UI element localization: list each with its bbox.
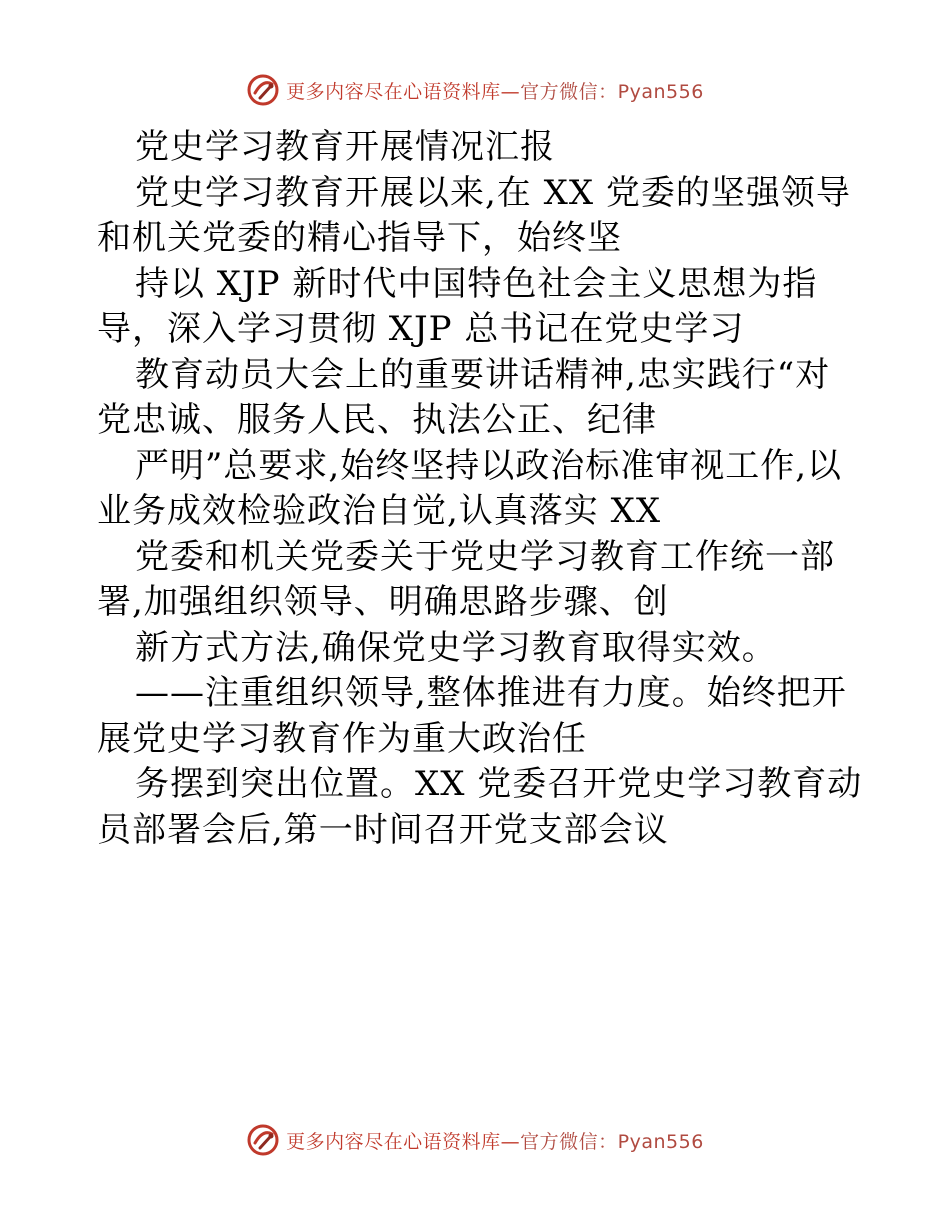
text-line: 业务成效检验政治自觉,认真落实 XX [97, 491, 662, 531]
logo-icon [246, 73, 280, 107]
document-title: 党史学习教育开展情况汇报 [135, 127, 555, 167]
text-line: 党史学习教育开展以来,在 XX 党委的坚强领导 [135, 172, 851, 213]
text-line: 展党史学习教育作为重大政治任 [97, 718, 587, 759]
banner-text: 更多内容尽在心语资料库—官方微信：Pyan556 [286, 1130, 704, 1153]
text-line: 员部署会后,第一时间召开党支部会议 [97, 809, 669, 850]
text-line: 署,加强组织领导、明确思路步骤、创 [97, 582, 669, 622]
text-line: 和机关党委的精心指导下，始终坚 [97, 218, 622, 258]
text-line: 新方式方法,确保党史学习教育取得实效。 [135, 627, 777, 668]
document-body [97, 125, 887, 853]
text-line: 教育动员大会上的重要讲话精神,忠实践行“对 [135, 354, 831, 395]
text-line: 持以 XJP 新时代中国特色社会主义思想为指 [135, 263, 818, 304]
text-line: 党忠诚、服务人民、执法公正、纪律 [97, 400, 657, 440]
logo-icon [246, 1123, 280, 1157]
text-line: 严明”总要求,始终坚持以政治标准审视工作,以 [135, 445, 842, 486]
text-line: 导，深入学习贯彻 XJP 总书记在党史学习 [97, 309, 745, 349]
text-line: 务摆到突出位置。XX 党委召开党史学习教育动 [135, 764, 863, 804]
text-line: 党委和机关党委关于党史学习教育工作统一部 [135, 536, 835, 577]
footer-banner [0, 1120, 950, 1160]
banner-text: 更多内容尽在心语资料库—官方微信：Pyan556 [286, 80, 704, 103]
text-line: ——注重组织领导,整体推进有力度。始终把开 [135, 673, 847, 713]
header-banner [0, 70, 950, 110]
